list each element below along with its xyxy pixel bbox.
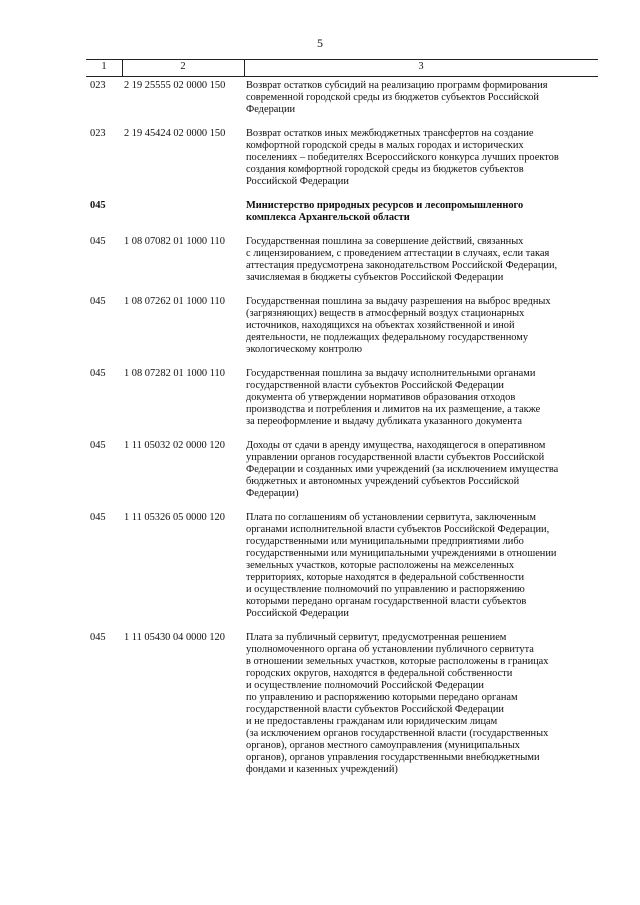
- description-line: органов), органов местного самоуправления (муниципальных: [246, 740, 521, 751]
- admin-code: 045: [90, 236, 106, 247]
- description-line: Доходы от сдачи в аренду имущества, находящегося в оперативном: [246, 440, 546, 451]
- admin-code: 045: [90, 440, 106, 451]
- description-line: уполномоченного органа об установлении публичного сервитута: [246, 644, 534, 655]
- budget-classification-code: 1 11 05032 02 0000 120: [124, 440, 225, 451]
- column-header-1: 1: [101, 61, 107, 72]
- description-line: создания комфортной городской среды из бюджетов субъектов: [246, 164, 524, 175]
- description-line: Министерство природных ресурсов и лесопромышленного: [246, 200, 524, 211]
- income-description: [246, 368, 598, 428]
- table-row: [86, 632, 598, 776]
- table-row: [86, 236, 598, 284]
- table-row: [86, 200, 598, 224]
- description-line: Возврат остатков иных межбюджетных трансфертов на создание: [246, 128, 534, 139]
- income-description: [246, 512, 598, 620]
- description-line: государственной власти субъектов Российской Федерации: [246, 380, 504, 391]
- table-row: [86, 128, 598, 188]
- description-line: комфортной городской среды в малых городах и исторических: [246, 140, 524, 151]
- income-description: [246, 128, 598, 188]
- income-description: [246, 296, 598, 356]
- description-line: документа об утверждении нормативов образования отходов: [246, 392, 516, 403]
- income-description: [246, 632, 598, 776]
- description-line: Государственная пошлина за выдачу разрешения на выброс вредных: [246, 296, 551, 307]
- description-line: современной городской среды из бюджетов субъектов Российской: [246, 92, 539, 103]
- page-number: 5: [317, 36, 323, 50]
- description-line: государственными или муниципальными учреждениями в отношении: [246, 548, 557, 559]
- budget-classification-code: 1 08 07282 01 1000 110: [124, 368, 225, 379]
- description-line: территориях, которые находятся в федеральной собственности: [246, 572, 525, 583]
- table-body: [86, 80, 598, 788]
- admin-code: 045: [90, 296, 106, 307]
- description-line: земельных участков, которые расположены на межселенных: [246, 560, 515, 571]
- table-row: [86, 512, 598, 620]
- table-row: [86, 440, 598, 500]
- income-description: [246, 80, 598, 116]
- description-line: государственными или муниципальными предприятиями либо: [246, 536, 524, 547]
- description-line: комплекса Архангельской области: [246, 212, 410, 223]
- income-description: [246, 200, 598, 224]
- budget-classification-code: 1 11 05430 04 0000 120: [124, 632, 225, 643]
- table-header: [86, 59, 598, 77]
- admin-code: 045: [90, 200, 106, 211]
- description-line: источников, находящихся на объектах хозяйственной и иной: [246, 320, 515, 331]
- budget-classification-code: 2 19 45424 02 0000 150: [124, 128, 226, 139]
- description-line: которыми передано органам государственной власти субъектов: [246, 596, 527, 607]
- description-line: производства и потребления и лимитов на их размещение, а также: [246, 404, 541, 415]
- description-line: аттестация предусмотрена законодательством Российской Федерации,: [246, 260, 558, 271]
- description-line: фондами и казенных учреждений): [246, 764, 398, 775]
- description-line: поселениях – победителях Всероссийского конкурса лучших проектов: [246, 152, 559, 163]
- description-line: и не предоставлены гражданам или юридическим лицам: [246, 716, 498, 727]
- description-line: по управлению и распоряжению которыми передано органам: [246, 692, 518, 703]
- description-line: (за исключением органов государственной власти (государственных: [246, 728, 549, 739]
- description-line: и осуществление полномочий Российской Федерации: [246, 680, 484, 691]
- table-row: [86, 368, 598, 428]
- description-line: органами исполнительной власти субъектов Российской Федерации,: [246, 524, 550, 535]
- admin-code: 023: [90, 128, 106, 139]
- description-line: (загрязняющих) веществ в атмосферный воздух стационарных: [246, 308, 525, 319]
- description-line: экологическому контролю: [246, 344, 362, 355]
- income-description: [246, 236, 598, 284]
- description-line: Федерации): [246, 488, 299, 499]
- description-line: зачисляемая в бюджеты субъектов Российской Федерации: [246, 272, 504, 283]
- admin-code: 045: [90, 632, 106, 643]
- description-line: городских округов, находятся в федеральной собственности: [246, 668, 513, 679]
- description-line: Государственная пошлина за совершение действий, связанных: [246, 236, 524, 247]
- description-line: управлении органов государственной власти субъектов Российской: [246, 452, 545, 463]
- description-line: Плата за публичный сервитут, предусмотренная решением: [246, 632, 507, 643]
- description-line: Федерации: [246, 104, 296, 115]
- description-line: деятельности, не подлежащих федеральному государственному: [246, 332, 529, 343]
- description-line: за переоформление и выдачу дубликата указанного документа: [246, 416, 522, 427]
- description-line: с лицензированием, с проведением аттестации в случаях, если такая: [246, 248, 550, 259]
- budget-classification-code: 1 08 07082 01 1000 110: [124, 236, 225, 247]
- admin-code: 045: [90, 512, 106, 523]
- description-line: Государственная пошлина за выдачу исполнительными органами: [246, 368, 536, 379]
- admin-code: 023: [90, 80, 106, 91]
- income-description: [246, 440, 598, 500]
- description-line: Возврат остатков субсидий на реализацию программ формирования: [246, 80, 548, 91]
- description-line: в отношении земельных участков, которые расположены в границах: [246, 656, 549, 667]
- description-line: государственной власти субъектов Российской Федерации: [246, 704, 504, 715]
- description-line: Плата по соглашениям об установлении сервитута, заключенным: [246, 512, 536, 523]
- budget-classification-code: 1 08 07262 01 1000 110: [124, 296, 225, 307]
- column-header-2: 2: [180, 61, 186, 72]
- table-row: [86, 80, 598, 116]
- budget-classification-code: 1 11 05326 05 0000 120: [124, 512, 225, 523]
- description-line: органов), органов управления государственными внебюджетными: [246, 752, 540, 763]
- description-line: и осуществление полномочий по управлению и распоряжению: [246, 584, 525, 595]
- description-line: Российской Федерации: [246, 608, 349, 619]
- table-row: [86, 296, 598, 356]
- column-header-3: 3: [418, 61, 424, 72]
- budget-classification-code: 2 19 25555 02 0000 150: [124, 80, 226, 91]
- description-line: Российской Федерации: [246, 176, 349, 187]
- description-line: бюджетных и автономных учреждений субъектов Российской: [246, 476, 520, 487]
- description-line: Федерации и созданных ими учреждений (за исключением имущества: [246, 464, 559, 475]
- admin-code: 045: [90, 368, 106, 379]
